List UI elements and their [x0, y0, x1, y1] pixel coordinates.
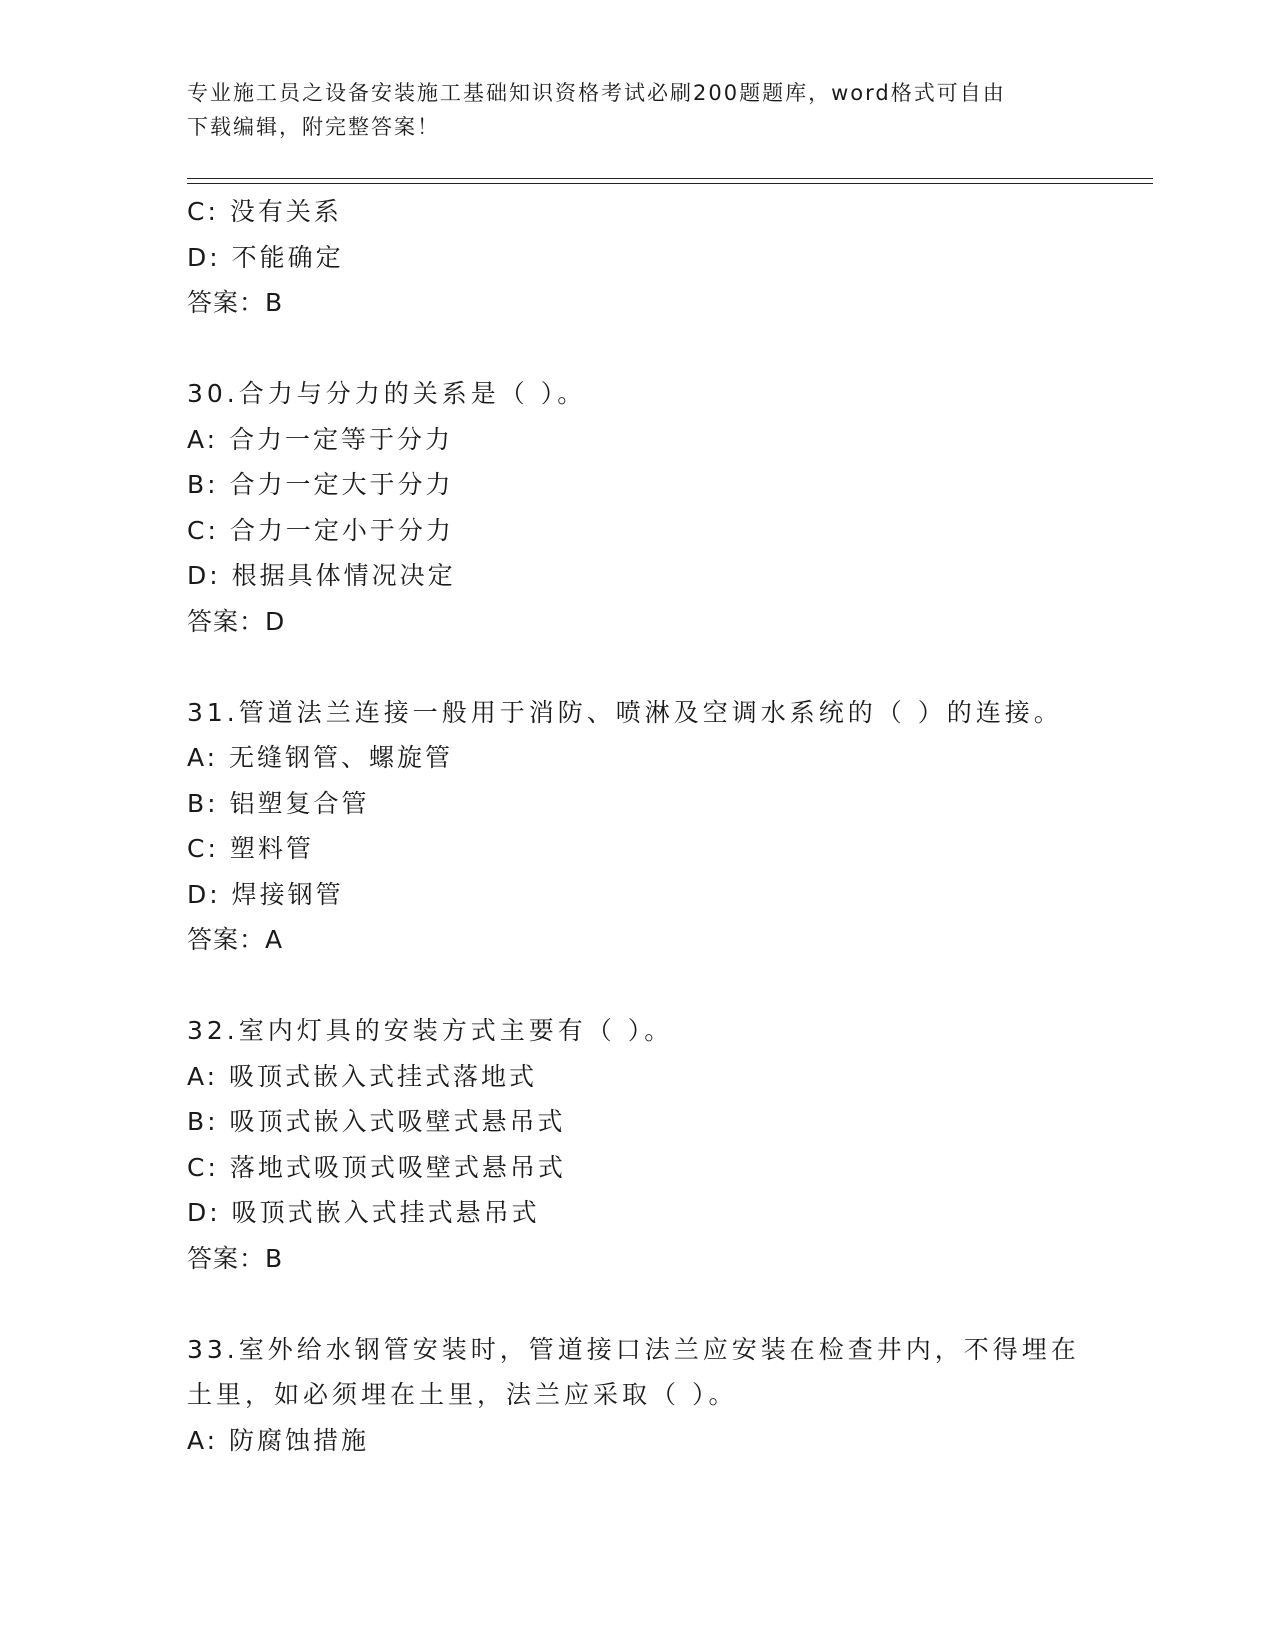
option-a: A: 防腐蚀措施 [187, 1425, 370, 1455]
option-b: B: 合力一定大于分力 [187, 470, 454, 499]
option-d: D: 吸顶式嵌入式挂式悬吊式 [187, 1198, 540, 1227]
question-content [187, 189, 1087, 1463]
question-stem-line-1: 33.室外给水钢管安装时，管道接口法兰应安装在检查井内，不得埋在 [187, 1334, 1080, 1364]
answer-line: 答案：B [187, 288, 284, 317]
document-header [187, 76, 1087, 144]
header-title-line-2: 下载编辑，附完整答案！ [187, 115, 440, 139]
question-stem: 31.管道法兰连接一般用于消防、喷淋及空调水系统的（ ）的连接。 [187, 697, 1063, 727]
question-spacer [187, 1281, 1087, 1327]
option-c: C: 落地式吸顶式吸壁式悬吊式 [187, 1152, 566, 1182]
question-spacer [187, 644, 1087, 690]
option-d: D: 不能确定 [187, 242, 344, 272]
answer-line: 答案：A [187, 925, 284, 954]
answer-line: 答案：D [187, 606, 286, 636]
option-a: A: 吸顶式嵌入式挂式落地式 [187, 1061, 538, 1091]
header-title-line-1: 专业施工员之设备安装施工基础知识资格考试必刷200题题库，word格式可自由 [187, 81, 1006, 105]
option-d: D: 焊接钢管 [187, 879, 344, 909]
partial-question [187, 189, 1087, 326]
answer-line: 答案：B [187, 1243, 284, 1273]
question-32 [187, 1008, 1087, 1281]
option-c: C: 塑料管 [187, 834, 314, 863]
option-d: D: 根据具体情况决定 [187, 561, 456, 590]
question-stem: 32.室内灯具的安装方式主要有（ ）。 [187, 1016, 674, 1045]
question-stem-line-2: 土里，如必须埋在土里，法兰应采取（ ）。 [187, 1380, 738, 1409]
question-33 [187, 1327, 1087, 1464]
option-a: A: 合力一定等于分力 [187, 424, 454, 454]
question-stem: 30.合力与分力的关系是（ ）。 [187, 379, 587, 408]
question-spacer [187, 963, 1087, 1009]
question-31 [187, 690, 1087, 963]
header-divider-bottom [187, 183, 1153, 184]
option-b: B: 铝塑复合管 [187, 788, 370, 818]
question-30 [187, 371, 1087, 644]
option-c: C: 合力一定小于分力 [187, 515, 454, 545]
option-c: C: 没有关系 [187, 197, 342, 226]
question-spacer [187, 326, 1087, 372]
option-b: B: 吸顶式嵌入式吸壁式悬吊式 [187, 1107, 566, 1136]
option-a: A: 无缝钢管、螺旋管 [187, 743, 454, 772]
header-divider-top [187, 178, 1153, 179]
